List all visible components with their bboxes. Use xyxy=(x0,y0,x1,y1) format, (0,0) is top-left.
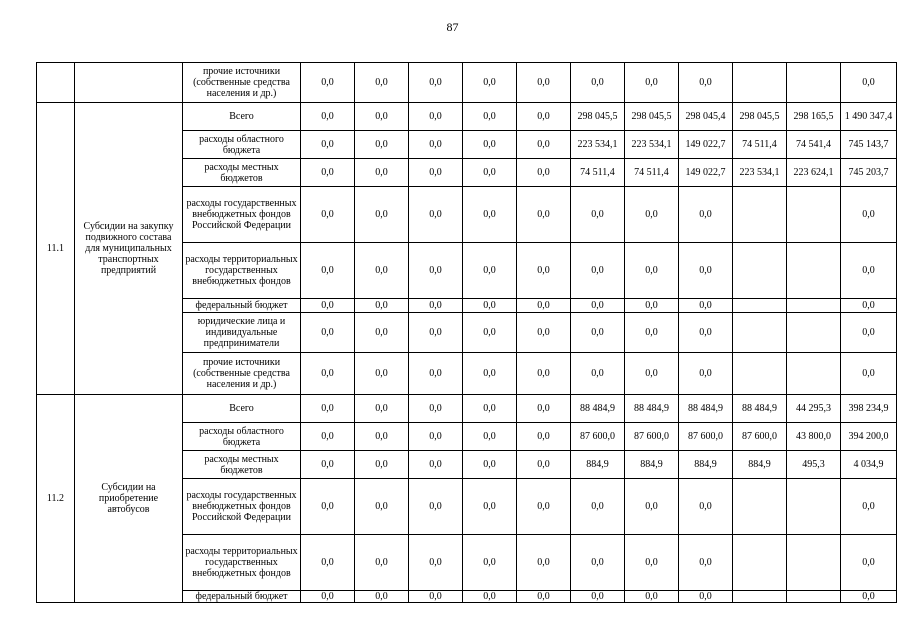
value-cell: 0,0 xyxy=(409,243,463,299)
value-cell: 74 511,4 xyxy=(625,159,679,187)
funding-source: расходы территориальных государственных внебюджетных фондов xyxy=(183,535,301,591)
value-cell: 223 534,1 xyxy=(625,131,679,159)
value-cell: 298 045,5 xyxy=(571,103,625,131)
value-cell: 0,0 xyxy=(625,63,679,103)
value-cell: 0,0 xyxy=(463,313,517,353)
funding-source: расходы местных бюджетов xyxy=(183,451,301,479)
value-cell: 884,9 xyxy=(625,451,679,479)
value-cell: 0,0 xyxy=(679,591,733,603)
item-code: 11.1 xyxy=(37,103,75,395)
value-cell: 0,0 xyxy=(517,299,571,313)
value-cell: 0,0 xyxy=(517,395,571,423)
value-cell: 745 143,7 xyxy=(841,131,897,159)
value-cell: 0,0 xyxy=(571,63,625,103)
value-cell: 0,0 xyxy=(517,423,571,451)
value-cell: 0,0 xyxy=(625,535,679,591)
item-code xyxy=(37,63,75,103)
value-cell: 0,0 xyxy=(409,423,463,451)
value-cell: 0,0 xyxy=(679,187,733,243)
value-cell: 44 295,3 xyxy=(787,395,841,423)
value-cell: 0,0 xyxy=(517,131,571,159)
value-cell: 0,0 xyxy=(463,395,517,423)
funding-source: расходы местных бюджетов xyxy=(183,159,301,187)
value-cell xyxy=(733,591,787,603)
item-name: Субсидии на приобретение автобусов xyxy=(75,395,183,603)
funding-source: прочие источники (собственные средства населения и др.) xyxy=(183,63,301,103)
value-cell: 0,0 xyxy=(463,131,517,159)
value-cell: 0,0 xyxy=(841,299,897,313)
value-cell: 74 511,4 xyxy=(571,159,625,187)
value-cell: 0,0 xyxy=(463,63,517,103)
funding-source: юридические лица и индивидуальные предприниматели xyxy=(183,313,301,353)
value-cell: 0,0 xyxy=(409,187,463,243)
value-cell: 0,0 xyxy=(517,187,571,243)
value-cell: 0,0 xyxy=(409,103,463,131)
value-cell: 0,0 xyxy=(463,299,517,313)
value-cell: 0,0 xyxy=(355,423,409,451)
value-cell: 745 203,7 xyxy=(841,159,897,187)
value-cell: 884,9 xyxy=(571,451,625,479)
value-cell: 0,0 xyxy=(679,63,733,103)
value-cell xyxy=(787,591,841,603)
value-cell: 884,9 xyxy=(733,451,787,479)
value-cell: 0,0 xyxy=(409,591,463,603)
funding-source: федеральный бюджет xyxy=(183,299,301,313)
value-cell xyxy=(733,479,787,535)
value-cell: 0,0 xyxy=(301,395,355,423)
value-cell: 0,0 xyxy=(841,313,897,353)
value-cell xyxy=(733,63,787,103)
value-cell: 298 045,5 xyxy=(625,103,679,131)
value-cell: 0,0 xyxy=(571,353,625,395)
value-cell: 0,0 xyxy=(355,395,409,423)
value-cell: 0,0 xyxy=(841,591,897,603)
value-cell: 0,0 xyxy=(517,535,571,591)
value-cell: 0,0 xyxy=(841,535,897,591)
value-cell: 74 511,4 xyxy=(733,131,787,159)
value-cell: 0,0 xyxy=(625,313,679,353)
value-cell: 0,0 xyxy=(301,451,355,479)
value-cell: 0,0 xyxy=(517,63,571,103)
funding-source: расходы территориальных государственных внебюджетных фондов xyxy=(183,243,301,299)
value-cell: 0,0 xyxy=(355,353,409,395)
value-cell xyxy=(733,187,787,243)
value-cell: 0,0 xyxy=(625,479,679,535)
funding-source: расходы государственных внебюджетных фондов Российской Федерации xyxy=(183,479,301,535)
value-cell: 0,0 xyxy=(355,591,409,603)
value-cell: 0,0 xyxy=(625,299,679,313)
value-cell xyxy=(787,187,841,243)
value-cell: 0,0 xyxy=(301,103,355,131)
value-cell: 0,0 xyxy=(409,451,463,479)
value-cell: 0,0 xyxy=(301,131,355,159)
table-row xyxy=(37,63,897,103)
value-cell: 0,0 xyxy=(301,479,355,535)
value-cell: 0,0 xyxy=(517,479,571,535)
value-cell: 0,0 xyxy=(301,299,355,313)
value-cell: 0,0 xyxy=(463,353,517,395)
value-cell: 88 484,9 xyxy=(571,395,625,423)
funding-source: федеральный бюджет xyxy=(183,591,301,603)
value-cell: 0,0 xyxy=(301,187,355,243)
value-cell xyxy=(733,243,787,299)
value-cell: 0,0 xyxy=(463,243,517,299)
value-cell: 0,0 xyxy=(355,299,409,313)
value-cell: 0,0 xyxy=(463,591,517,603)
value-cell: 87 600,0 xyxy=(625,423,679,451)
value-cell: 0,0 xyxy=(409,535,463,591)
value-cell: 88 484,9 xyxy=(625,395,679,423)
value-cell: 0,0 xyxy=(571,479,625,535)
value-cell: 0,0 xyxy=(409,299,463,313)
value-cell: 0,0 xyxy=(517,591,571,603)
value-cell: 0,0 xyxy=(301,243,355,299)
value-cell: 0,0 xyxy=(679,479,733,535)
value-cell: 394 200,0 xyxy=(841,423,897,451)
value-cell xyxy=(787,299,841,313)
value-cell: 0,0 xyxy=(355,159,409,187)
table-row xyxy=(37,395,897,423)
value-cell: 0,0 xyxy=(841,187,897,243)
value-cell: 0,0 xyxy=(301,535,355,591)
value-cell: 0,0 xyxy=(463,159,517,187)
value-cell: 298 045,5 xyxy=(733,103,787,131)
value-cell: 87 600,0 xyxy=(679,423,733,451)
value-cell: 0,0 xyxy=(571,243,625,299)
value-cell: 1 490 347,4 xyxy=(841,103,897,131)
page-number: 87 xyxy=(446,20,459,34)
value-cell: 0,0 xyxy=(463,103,517,131)
value-cell xyxy=(787,313,841,353)
value-cell: 0,0 xyxy=(301,313,355,353)
value-cell: 0,0 xyxy=(355,103,409,131)
value-cell: 0,0 xyxy=(679,535,733,591)
value-cell xyxy=(787,353,841,395)
value-cell: 0,0 xyxy=(463,187,517,243)
value-cell: 0,0 xyxy=(571,299,625,313)
value-cell: 398 234,9 xyxy=(841,395,897,423)
value-cell: 0,0 xyxy=(409,395,463,423)
value-cell xyxy=(787,535,841,591)
budget-table xyxy=(36,62,897,603)
funding-source: расходы областного бюджета xyxy=(183,131,301,159)
value-cell: 0,0 xyxy=(517,243,571,299)
value-cell: 43 800,0 xyxy=(787,423,841,451)
value-cell xyxy=(733,313,787,353)
value-cell: 87 600,0 xyxy=(571,423,625,451)
value-cell: 0,0 xyxy=(517,103,571,131)
value-cell: 0,0 xyxy=(841,243,897,299)
value-cell: 0,0 xyxy=(301,159,355,187)
value-cell: 0,0 xyxy=(409,313,463,353)
value-cell: 149 022,7 xyxy=(679,131,733,159)
value-cell: 298 045,4 xyxy=(679,103,733,131)
value-cell: 0,0 xyxy=(625,187,679,243)
value-cell: 0,0 xyxy=(463,423,517,451)
value-cell: 0,0 xyxy=(355,479,409,535)
value-cell: 0,0 xyxy=(463,479,517,535)
value-cell: 223 624,1 xyxy=(787,159,841,187)
value-cell: 88 484,9 xyxy=(679,395,733,423)
table-row xyxy=(37,103,897,131)
value-cell: 298 165,5 xyxy=(787,103,841,131)
value-cell: 0,0 xyxy=(409,159,463,187)
funding-source: расходы государственных внебюджетных фондов Российской Федерации xyxy=(183,187,301,243)
value-cell: 0,0 xyxy=(409,131,463,159)
value-cell: 0,0 xyxy=(355,313,409,353)
value-cell: 88 484,9 xyxy=(733,395,787,423)
value-cell: 0,0 xyxy=(571,313,625,353)
value-cell: 0,0 xyxy=(355,535,409,591)
value-cell: 0,0 xyxy=(517,353,571,395)
value-cell: 0,0 xyxy=(409,63,463,103)
value-cell: 0,0 xyxy=(409,479,463,535)
value-cell: 0,0 xyxy=(355,63,409,103)
value-cell: 4 034,9 xyxy=(841,451,897,479)
value-cell: 0,0 xyxy=(517,313,571,353)
value-cell: 495,3 xyxy=(787,451,841,479)
value-cell: 0,0 xyxy=(841,479,897,535)
value-cell: 0,0 xyxy=(301,63,355,103)
value-cell: 0,0 xyxy=(517,159,571,187)
funding-source: Всего xyxy=(183,395,301,423)
value-cell: 0,0 xyxy=(679,243,733,299)
value-cell: 0,0 xyxy=(301,423,355,451)
item-code: 11.2 xyxy=(37,395,75,603)
value-cell: 0,0 xyxy=(355,131,409,159)
item-name: Субсидии на закупку подвижного состава для муниципальных транспортных предприятий xyxy=(75,103,183,395)
funding-source: расходы областного бюджета xyxy=(183,423,301,451)
value-cell: 223 534,1 xyxy=(571,131,625,159)
value-cell: 0,0 xyxy=(463,451,517,479)
value-cell: 0,0 xyxy=(355,243,409,299)
value-cell: 0,0 xyxy=(463,535,517,591)
funding-source: прочие источники (собственные средства населения и др.) xyxy=(183,353,301,395)
value-cell: 74 541,4 xyxy=(787,131,841,159)
value-cell: 149 022,7 xyxy=(679,159,733,187)
value-cell xyxy=(787,243,841,299)
item-name xyxy=(75,63,183,103)
value-cell: 0,0 xyxy=(625,353,679,395)
value-cell xyxy=(787,63,841,103)
value-cell: 87 600,0 xyxy=(733,423,787,451)
value-cell: 0,0 xyxy=(571,187,625,243)
value-cell: 0,0 xyxy=(517,451,571,479)
value-cell: 884,9 xyxy=(679,451,733,479)
funding-source: Всего xyxy=(183,103,301,131)
value-cell xyxy=(733,535,787,591)
value-cell: 0,0 xyxy=(841,63,897,103)
value-cell: 0,0 xyxy=(679,299,733,313)
value-cell: 0,0 xyxy=(679,313,733,353)
value-cell: 0,0 xyxy=(625,591,679,603)
value-cell: 0,0 xyxy=(625,243,679,299)
value-cell: 0,0 xyxy=(301,353,355,395)
value-cell: 0,0 xyxy=(571,591,625,603)
value-cell xyxy=(733,299,787,313)
value-cell: 0,0 xyxy=(355,451,409,479)
value-cell: 0,0 xyxy=(679,353,733,395)
value-cell xyxy=(733,353,787,395)
value-cell: 0,0 xyxy=(355,187,409,243)
value-cell xyxy=(787,479,841,535)
value-cell: 223 534,1 xyxy=(733,159,787,187)
value-cell: 0,0 xyxy=(841,353,897,395)
value-cell: 0,0 xyxy=(571,535,625,591)
value-cell: 0,0 xyxy=(301,591,355,603)
value-cell: 0,0 xyxy=(409,353,463,395)
